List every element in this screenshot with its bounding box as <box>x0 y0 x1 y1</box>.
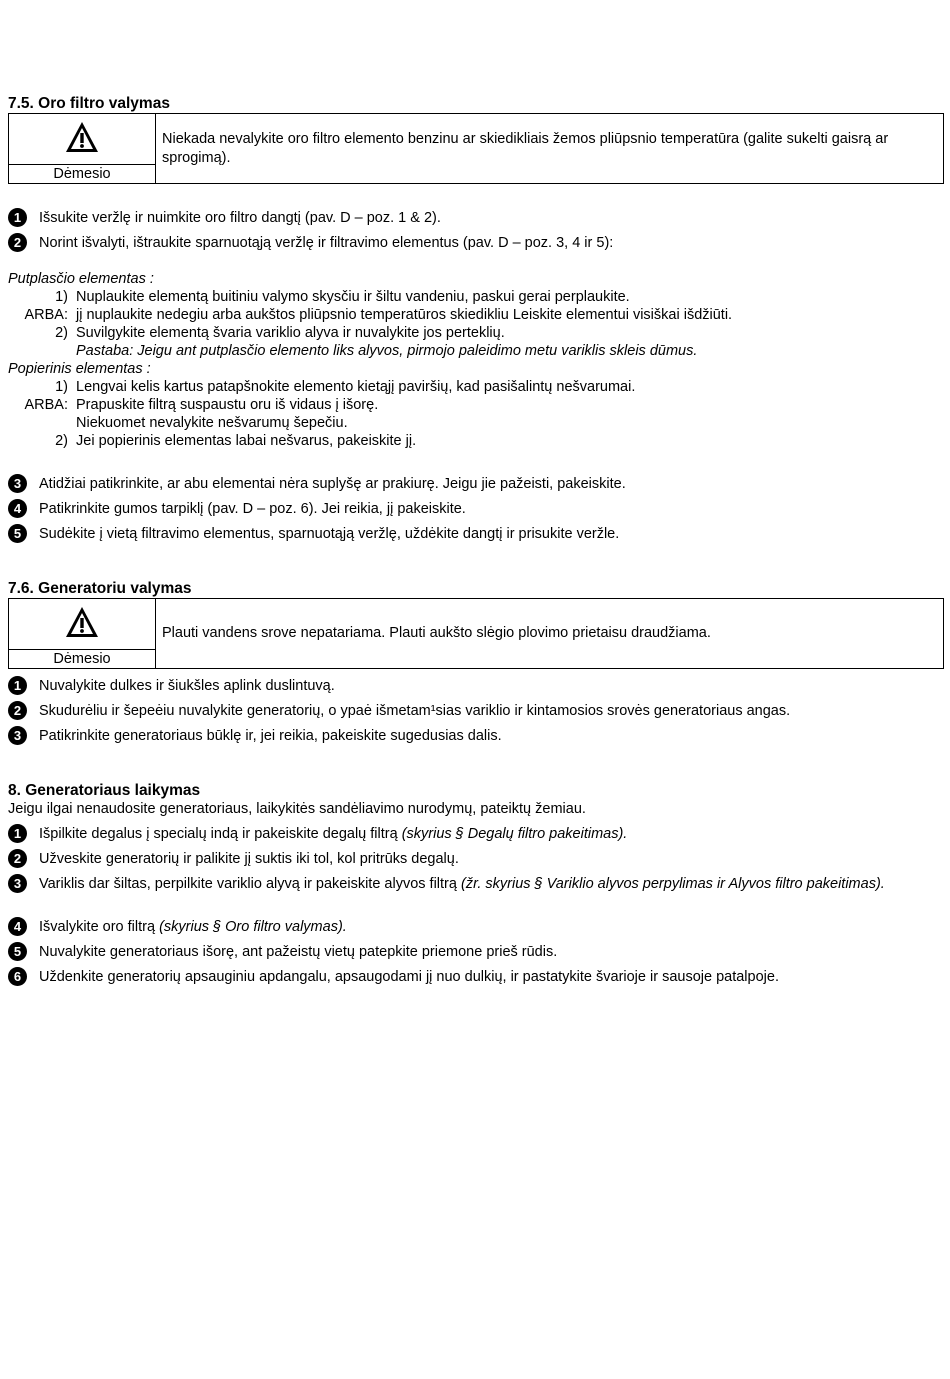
step-number-icon: 2 <box>8 233 27 252</box>
step-number-icon: 5 <box>8 524 27 543</box>
step-text: Patikrinkite gumos tarpiklį (pav. D – poz. 6). Jei reikia, jį pakeiskite. <box>39 501 466 517</box>
warning-box-7-5 <box>8 113 944 184</box>
warning-triangle-icon <box>64 605 100 639</box>
warning-icon-cell <box>9 114 156 183</box>
warning-text: Niekada nevalykite oro filtro elemento benzinu ar skiedikliais žemos pliūpsnio temperatūra (galite sukelti gaisrą ar sprogimą). <box>162 131 889 166</box>
foam-item-2: 2) Suvilgykite elementą švaria variklio alyva ir nuvalykite jos perteklių. <box>55 325 505 341</box>
step-text: Norint išvalyti, ištraukite sparnuotąją veržlę ir filtravimo elementus (pav. D – poz. 3, 4 ir 5): <box>39 235 614 251</box>
step-text: Nuvalykite generatoriaus išorę, ant pažeistų vietų patepkite priemone prieš rūdis. <box>39 944 558 960</box>
step-number-icon: 6 <box>8 967 27 986</box>
step-text: Patikrinkite generatoriaus būklę ir, jei reikia, pakeiskite sugedusias dalis. <box>39 728 502 744</box>
step-8-5 <box>8 943 944 961</box>
warning-text: Plauti vandens srove nepatariama. Plauti aukšto slėgio plovimo prietaisu draudžiama. <box>162 625 711 641</box>
step-8-6 <box>8 968 944 986</box>
warning-triangle-icon <box>64 120 100 154</box>
step-number-icon: 2 <box>8 849 27 868</box>
step-text: Užveskite generatorių ir palikite jį suktis iki tol, kol pritrūks degalų. <box>39 851 459 867</box>
step-number-icon: 4 <box>8 499 27 518</box>
step-number-icon: 1 <box>8 824 27 843</box>
paper-or-2: Niekuomet nevalykite nešvarumų šepečiu. <box>76 415 348 431</box>
step-number-icon: 1 <box>8 208 27 227</box>
step-7-5-5 <box>8 525 944 543</box>
step-8-1 <box>8 825 944 843</box>
step-7-5-1 <box>8 209 944 227</box>
step-text: Sudėkite į vietą filtravimo elementus, sparnuotąją veržlę, uždėkite dangtį ir prisukite veržle. <box>39 526 620 542</box>
paper-item-2: 2) Jei popierinis elementas labai nešvarus, pakeiskite jį. <box>55 433 417 449</box>
step-text: Išpilkite degalus į specialų indą ir pakeiskite degalų filtrą (skyrius § Degalų filtro pakeitimas). <box>39 826 628 842</box>
step-7-6-1 <box>8 677 944 695</box>
step-8-4 <box>8 918 944 936</box>
step-text: Variklis dar šiltas, perpilkite variklio alyvą ir pakeiskite alyvos filtrą (žr. skyrius § Variklio alyvos perpylimas ir Alyvos filtro pakeitimas). <box>39 876 885 892</box>
step-text: Skudurėliu ir šepeėiu nuvalykite generatorių, o ypaė išmetam¹sias variklio ir kintamosios srovės generatoriaus angas. <box>39 703 791 719</box>
section-8-intro: Jeigu ilgai nenaudosite generatoriaus, laikykitės sandėliavimo nurodymų, pateiktų žemiau. <box>8 801 586 817</box>
warning-icon-cell <box>9 599 156 668</box>
step-number-icon: 2 <box>8 701 27 720</box>
section-title-8: 8. Generatoriaus laikymas <box>8 782 201 799</box>
foam-note: Pastaba: Jeigu ant putplasčio elemento liks alyvos, pirmojo paleidimo metu variklis skleis dūmus. <box>76 343 698 359</box>
step-8-2 <box>8 850 944 868</box>
step-number-icon: 3 <box>8 726 27 745</box>
step-text: Nuvalykite dulkes ir šiukšles aplink duslintuvą. <box>39 678 335 694</box>
warning-box-7-6 <box>8 598 944 669</box>
step-number-icon: 3 <box>8 474 27 493</box>
warning-label: Dėmesio <box>9 649 155 668</box>
paper-item-1: 1) Lengvai kelis kartus patapšnokite elemento kietąjį paviršių, kad pasišalintų nešvarumai. <box>55 379 636 395</box>
foam-heading: Putplasčio elementas : <box>8 271 154 287</box>
step-7-5-2 <box>8 234 944 252</box>
step-number-icon: 5 <box>8 942 27 961</box>
step-number-icon: 1 <box>8 676 27 695</box>
step-text: Uždenkite generatorių apsauginiu apdangalu, apsaugodami jį nuo dulkių, ir pastatykite švarioje ir sausoje patalpoje. <box>39 969 779 985</box>
step-text: Išvalykite oro filtrą (skyrius § Oro filtro valymas). <box>39 919 347 935</box>
warning-label: Dėmesio <box>9 164 155 183</box>
step-7-6-3 <box>8 727 944 745</box>
section-title-7-5: 7.5. Oro filtro valymas <box>8 95 170 112</box>
step-7-5-3 <box>8 475 944 493</box>
section-title-7-6: 7.6. Generatoriu valymas <box>8 580 192 597</box>
paper-heading: Popierinis elementas : <box>8 361 151 377</box>
paper-or: ARBA: Prapuskite filtrą suspaustu oru iš vidaus į išorę. <box>24 397 379 413</box>
foam-item-1: 1) Nuplaukite elementą buitiniu valymo skysčiu ir šiltu vandeniu, paskui gerai perplaukite. <box>55 289 630 305</box>
step-number-icon: 3 <box>8 874 27 893</box>
step-8-3 <box>8 875 944 893</box>
step-7-5-4 <box>8 500 944 518</box>
foam-or: ARBA: jį nuplaukite nedegiu arba aukštos pliūpsnio temperatūros skiedikliu Leiskite elementui visiškai išdžiūti. <box>24 307 733 323</box>
step-7-6-2 <box>8 702 944 720</box>
step-text: Atidžiai patikrinkite, ar abu elementai nėra suplyšę ar prakiurę. Jeigu jie pažeisti, pakeiskite. <box>39 476 626 492</box>
step-text: Išsukite veržlę ir nuimkite oro filtro dangtį (pav. D – poz. 1 & 2). <box>39 210 441 226</box>
step-number-icon: 4 <box>8 917 27 936</box>
